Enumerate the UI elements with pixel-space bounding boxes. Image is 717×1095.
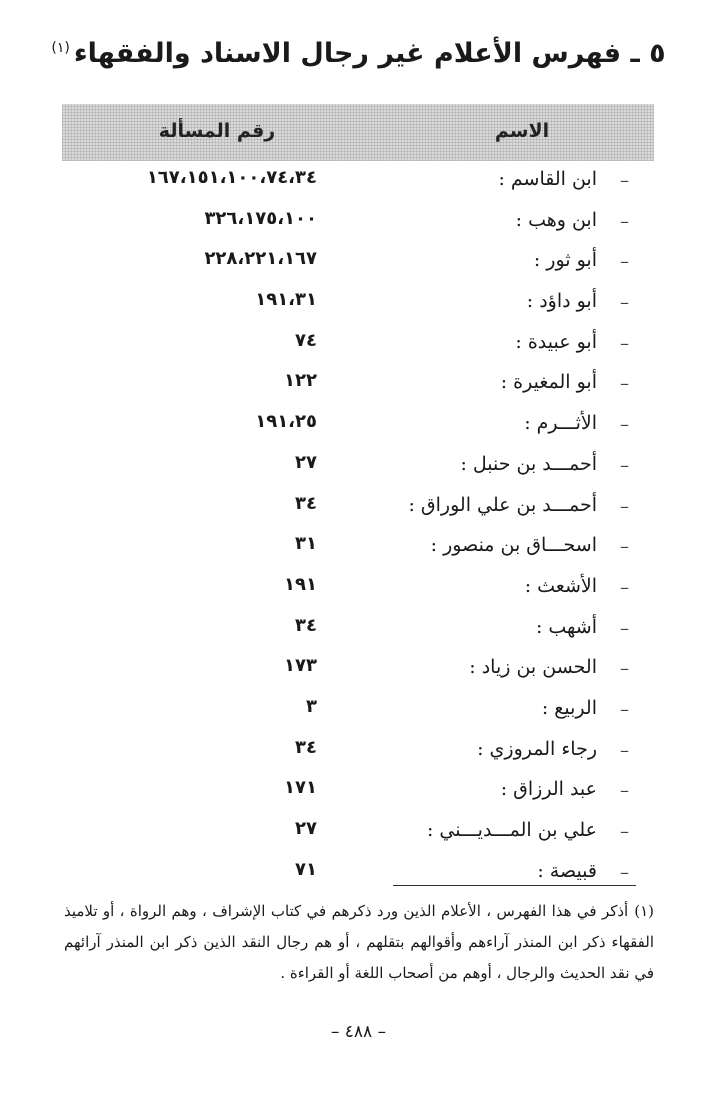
row-issues: ١٩١ — [284, 573, 317, 595]
row-issues: ١٧٣ — [284, 655, 317, 677]
footnote-divider — [393, 885, 636, 886]
row-issues: ٣٤ — [295, 736, 317, 758]
row-dash: – — [620, 332, 629, 354]
index-row — [0, 284, 717, 325]
index-row — [0, 569, 717, 610]
index-row — [0, 650, 717, 691]
index-row — [0, 691, 717, 732]
table-header — [62, 104, 654, 161]
index-row — [0, 854, 717, 895]
row-name: ابن وهب : — [515, 208, 597, 231]
row-issues: ٣٤ — [295, 492, 317, 514]
row-dash: – — [620, 658, 629, 680]
row-dash: – — [620, 861, 629, 883]
row-name: علي بن المـــديـــني : — [426, 819, 597, 841]
index-list — [0, 162, 717, 894]
row-issues: ٢٢٨،٢٢١،١٦٧ — [204, 248, 317, 270]
title-footnote-ref: (١) — [51, 40, 70, 56]
row-dash: – — [620, 536, 629, 558]
page-title-text: ٥ ـ فهرس الأعلام غير رجال الاسناد والفقهاء — [73, 38, 666, 69]
row-name: أحمـــد بن حنبل : — [460, 452, 597, 475]
row-dash: – — [620, 170, 629, 191]
row-name: الحسن بن زياد : — [469, 656, 597, 679]
row-name: أبو المغيرة : — [500, 371, 597, 394]
row-name: الأشعث : — [524, 574, 597, 597]
row-dash: – — [620, 821, 629, 842]
index-row — [0, 243, 717, 284]
row-name: أبو عبيدة : — [515, 330, 597, 353]
index-row — [0, 365, 717, 406]
row-issues: ١٩١،٣١ — [255, 289, 317, 311]
footnote-marker: (١) — [634, 902, 654, 920]
header-name: الاسم — [494, 120, 550, 142]
index-row — [0, 447, 717, 488]
row-name: عبد الرزاق : — [500, 778, 597, 801]
index-row — [0, 325, 717, 366]
row-name: أبو داؤد : — [526, 290, 597, 313]
row-issues: ١٩١،٢٥ — [255, 411, 317, 433]
index-row — [0, 162, 717, 203]
index-row — [0, 813, 717, 854]
footnote — [64, 896, 654, 989]
row-issues: ٢٧ — [295, 818, 317, 839]
row-dash: – — [620, 373, 629, 395]
row-dash: – — [620, 576, 629, 598]
row-issues: ١٢٢ — [284, 370, 317, 392]
row-dash: – — [620, 780, 629, 802]
row-issues: ٧١ — [295, 858, 317, 880]
row-name: ابن القاسم : — [498, 168, 597, 190]
row-dash: – — [620, 617, 629, 639]
page-title — [0, 38, 717, 69]
row-dash: – — [620, 454, 629, 476]
row-issues: ١٧١ — [284, 777, 317, 799]
row-name: رجاء المروزي : — [477, 737, 597, 760]
index-row — [0, 528, 717, 569]
header-issue-number: رقم المسألة — [158, 120, 276, 142]
row-issues: ٣١ — [295, 533, 317, 555]
index-row — [0, 406, 717, 447]
row-dash: – — [620, 210, 629, 232]
row-issues: ٣ — [306, 695, 317, 717]
row-issues: ١٦٧،١٥١،١٠٠،٧٤،٣٤ — [146, 167, 317, 188]
row-dash: – — [620, 414, 629, 436]
index-row — [0, 732, 717, 773]
row-dash: – — [620, 292, 629, 314]
row-issues: ٣٢٦،١٧٥،١٠٠ — [204, 207, 317, 229]
row-name: أبو ثور : — [533, 249, 597, 272]
row-name: أشهب : — [535, 615, 597, 638]
row-name: الأثـــرم : — [524, 412, 597, 435]
row-name: أحمـــد بن علي الوراق : — [408, 493, 597, 516]
row-name: قبيصة : — [537, 859, 597, 882]
row-name: الربيع : — [541, 696, 597, 719]
footnote-text: أذكر في هذا الفهرس ، الأعلام الذين ورد ذكرهم في كتاب الإشراف ، وهم الرواة ، أو تلاميذ الفقهاء ذكر ابن المنذر آراءهم وأقوالهم بتقلهم ، أو هم رجال النقد الذين ذكر ابن المنذر آرائهم في نقد الحديث والرجال ، أوهم من أصحاب اللغة أو القراءة . — [64, 902, 654, 982]
row-dash: – — [620, 251, 629, 273]
row-name: اسحـــاق بن منصور : — [430, 534, 597, 557]
index-row — [0, 488, 717, 529]
row-issues: ٣٤ — [295, 614, 317, 636]
row-dash: – — [620, 495, 629, 517]
row-dash: – — [620, 739, 629, 761]
row-issues: ٧٤ — [295, 329, 317, 351]
index-row — [0, 203, 717, 244]
row-dash: – — [620, 698, 629, 720]
row-issues: ٢٧ — [295, 451, 317, 473]
index-row — [0, 772, 717, 813]
index-row — [0, 610, 717, 651]
page-number: – ٤٨٨ – — [330, 1022, 387, 1042]
